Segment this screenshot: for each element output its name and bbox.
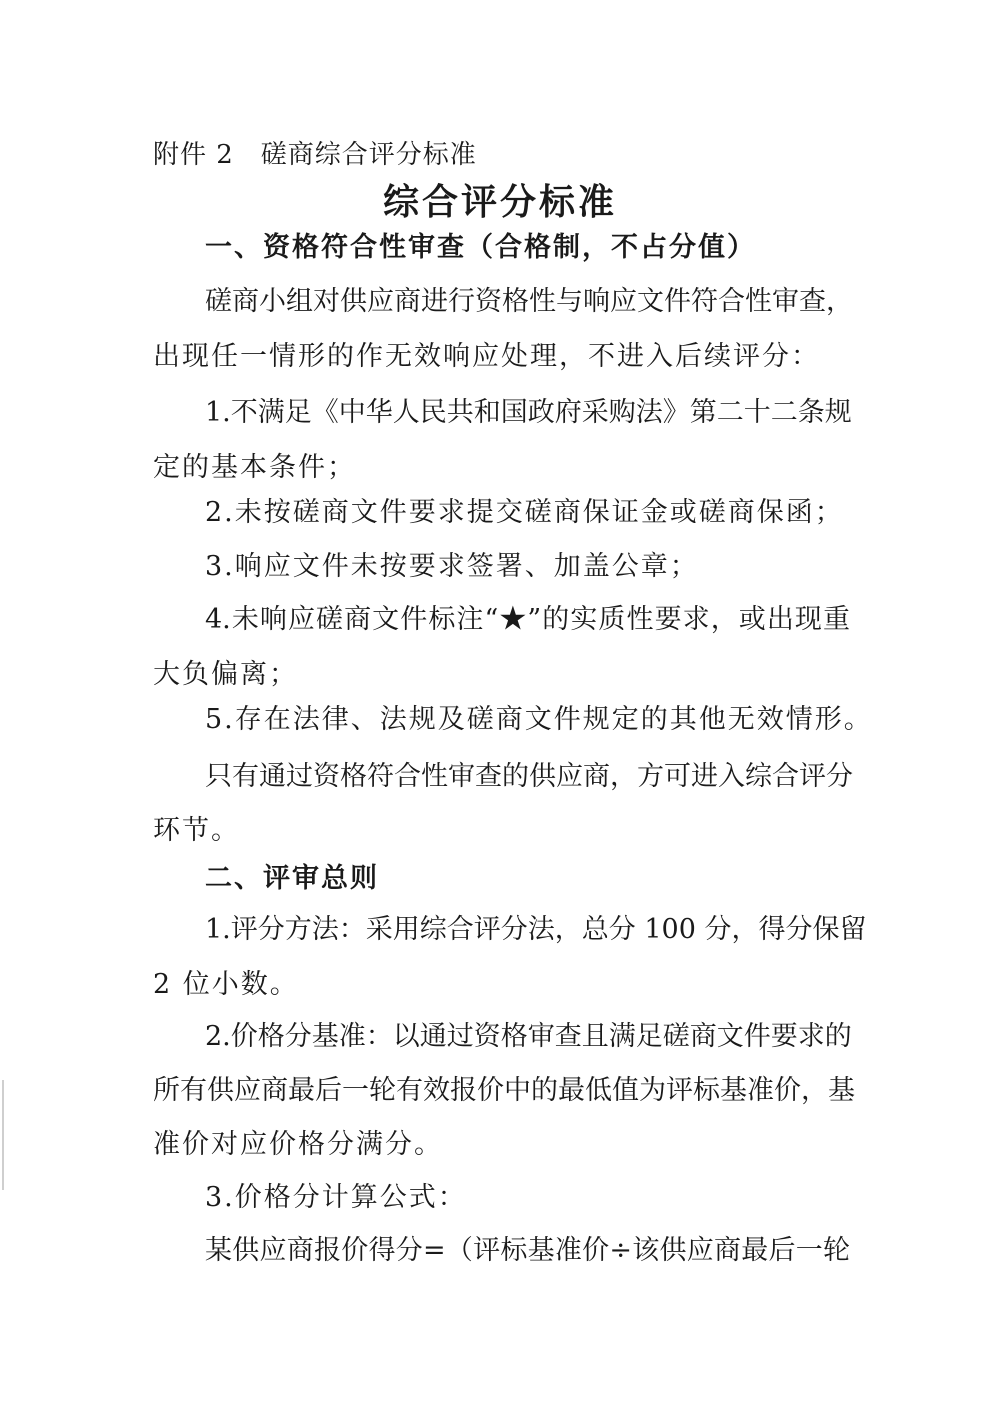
section1-item5: 5.存在法律、法规及磋商文件规定的其他无效情形。 (205, 704, 873, 735)
attachment-label: 附件 2 磋商综合评分标准 (153, 140, 477, 170)
section1-item3: 3.响应文件未按要求签署、加盖公章； (205, 551, 699, 582)
section1-item4-line2: 大负偏离； (153, 659, 298, 690)
section2-rule1-line1: 1.评分方法：采用综合评分法，总分 100 分，得分保留 (205, 914, 867, 945)
section2-rule2-line3: 准价对应价格分满分。 (153, 1129, 443, 1160)
section1-item1-line1: 1.不满足《中华人民共和国政府采购法》第二十二条规 (205, 397, 852, 428)
section1-heading: 一、资格符合性审查（合格制，不占分值） (205, 232, 756, 263)
section2-formula-line1: 某供应商报价得分=（评标基准价÷该供应商最后一轮 (205, 1235, 850, 1266)
section2-rule2-line2: 所有供应商最后一轮有效报价中的最低值为评标基准价，基 (153, 1075, 855, 1106)
section1-closing-line1: 只有通过资格符合性审查的供应商，方可进入综合评分 (205, 761, 853, 792)
section1-item1-line2: 定的基本条件； (153, 452, 356, 483)
section1-closing-line2: 环节。 (153, 815, 240, 846)
section1-item4-line1: 4.未响应磋商文件标注“★”的实质性要求，或出现重 (205, 604, 850, 635)
page-title: 综合评分标准 (382, 181, 617, 223)
scan-edge-mark (2, 1080, 4, 1190)
section2-rule2-line1: 2.价格分基准：以通过资格审查且满足磋商文件要求的 (205, 1021, 852, 1052)
section2-rule1-line2: 2 位小数。 (153, 969, 299, 1000)
section1-item2: 2.未按磋商文件要求提交磋商保证金或磋商保函； (205, 497, 844, 528)
section1-intro-line1: 磋商小组对供应商进行资格性与响应文件符合性审查， (205, 286, 853, 317)
section2-heading: 二、评审总则 (205, 863, 379, 894)
section1-intro-line2: 出现任一情形的作无效响应处理，不进入后续评分： (153, 341, 820, 372)
section2-rule3: 3.价格分计算公式： (205, 1182, 467, 1213)
